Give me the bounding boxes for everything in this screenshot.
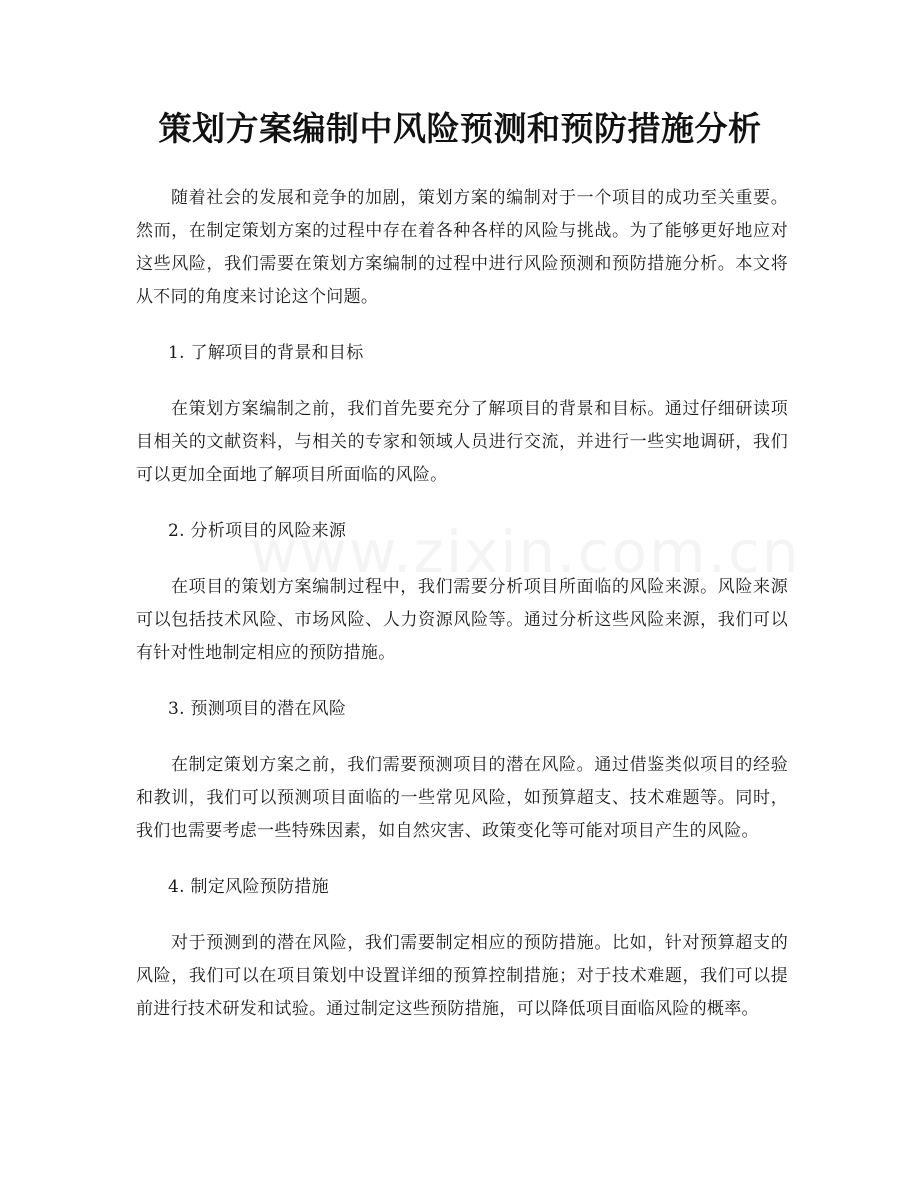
intro-paragraph: 随着社会的发展和竞争的加剧，策划方案的编制对于一个项目的成功至关重要。然而，在制定策划方案的过程中存在着各种各样的风险与挑战。为了能够更好地应对这些风险，我们需要在策划方案编制的过程中进行风险预测和预防措施分析。本文将从不同的角度来讨论这个问题。 bbox=[136, 188, 788, 307]
document-title: 策划方案编制中风险预测和预防措施分析 bbox=[158, 109, 762, 148]
section-paragraph-1: 在策划方案编制之前，我们首先要充分了解项目的背景和目标。通过仔细研读项目相关的文献资料，与相关的专家和领域人员进行交流，并进行一些实地调研，我们可以更加全面地了解项目所面临的风险。 bbox=[136, 399, 788, 485]
section-heading-1: 1. 了解项目的背景和目标 bbox=[168, 343, 364, 363]
section-paragraph-4: 对于预测到的潜在风险，我们需要制定相应的预防措施。比如，针对预算超支的风险，我们可以在项目策划中设置详细的预算控制措施；对于技术难题，我们可以提前进行技术研发和试验。通过制定这些预防措施，可以降低项目面临风险的概率。 bbox=[136, 933, 788, 1019]
section-heading-2: 2. 分析项目的风险来源 bbox=[168, 521, 347, 541]
section-paragraph-3: 在制定策划方案之前，我们需要预测项目的潜在风险。通过借鉴类似项目的经验和教训，我们可以预测项目面临的一些常见风险，如预算超支、技术难题等。同时，我们也需要考虑一些特殊因素，如自然灾害、政策变化等可能对项目产生的风险。 bbox=[136, 755, 788, 841]
section-heading-4: 4. 制定风险预防措施 bbox=[168, 877, 329, 897]
section-heading-3: 3. 预测项目的潜在风险 bbox=[168, 699, 347, 719]
document-body bbox=[136, 182, 788, 1049]
section-paragraph-2: 在项目的策划方案编制过程中，我们需要分析项目所面临的风险来源。风险来源可以包括技术风险、市场风险、人力资源风险等。通过分析这些风险来源，我们可以有针对性地制定相应的预防措施。 bbox=[136, 577, 788, 663]
